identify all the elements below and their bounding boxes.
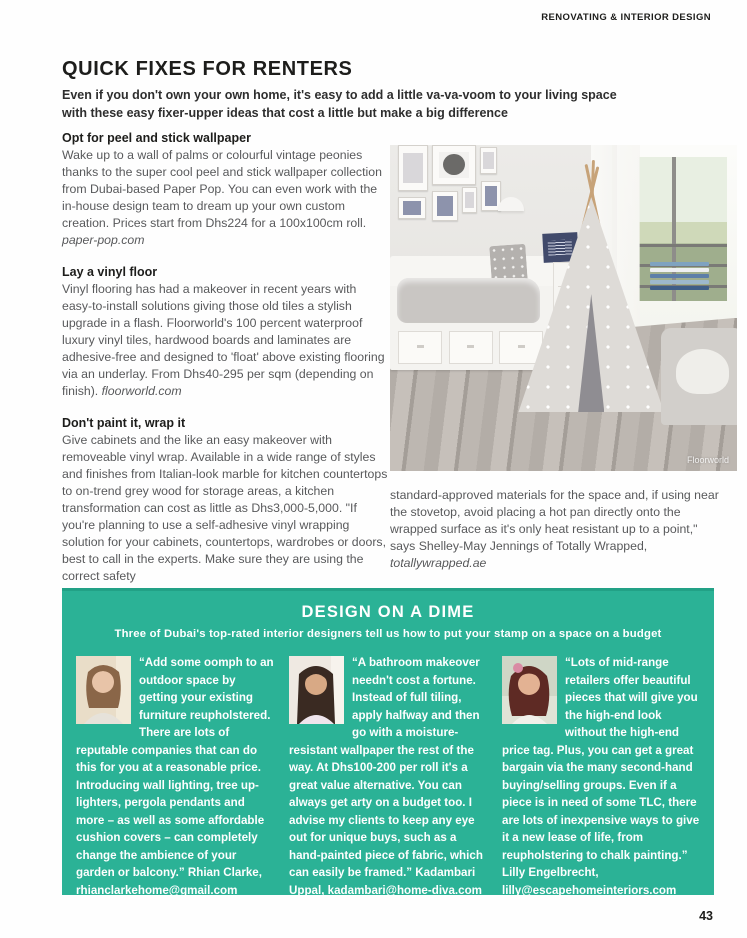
picture-frame bbox=[480, 147, 497, 174]
section-wrap-it bbox=[62, 416, 388, 585]
section-body: Give cabinets and the like an easy makeover with removeable vinyl wrap. Available in a wide range of styles and finishes from Italian-look marble for kitchen countertops to on-trend grey wood for storage areas, a kitchen transformation can cost as little as Dhs3,000-5,000. "If you're planning to use a self-adhesive vinyl wrapping solution for your cabinets, countertops, wardrobes or doors, best to call in the experts. Make sure they are using the correct safety bbox=[62, 433, 388, 583]
section-vinyl-floor bbox=[62, 265, 388, 400]
photo-credit: Floorworld bbox=[686, 455, 729, 465]
bedroom-photo bbox=[390, 145, 737, 471]
designer-2-avatar bbox=[289, 656, 344, 724]
right-text-column bbox=[390, 487, 725, 572]
designer-quote: “A bathroom makeover needn't cost a fortune. Instead of full tiling, apply halfway and then go with a moisture-resistant wallpaper the rest of the way. At Dhs100-200 per roll it's a great value alternative. You can always get arty on a budget too. I advise my clients to keep any eye out for unique buys, such as a hand-painted piece of fabric, which can easily be framed.” Kadambari Uppal, kadambari@home-diva.com bbox=[289, 656, 483, 897]
website-link: paper-pop.com bbox=[62, 233, 145, 247]
armchair bbox=[661, 328, 737, 426]
article-intro: Even if you don't own your own home, it's easy to add a little va-va-voom to your living space with these easy fixer-upper ideas that cost a little but make a big difference bbox=[62, 88, 617, 120]
bed-drawer bbox=[449, 331, 493, 364]
designer-column-1 bbox=[76, 654, 274, 899]
moon-print-frame bbox=[432, 145, 476, 185]
picture-frame bbox=[398, 145, 428, 191]
designer-column-3 bbox=[502, 654, 700, 899]
section-heading: Opt for peel and stick wallpaper bbox=[62, 131, 251, 145]
continuation-body: standard-approved materials for the space and, if using near the stovetop, avoid placing a hot pan directly onto the wrapped surface as it's only heat resistant up to a point," says Shelley-May Jennings of Totally Wrapped, totallywrapped.ae bbox=[390, 488, 719, 570]
designer-columns bbox=[62, 640, 714, 899]
section-body: Wake up to a wall of palms or colourful vintage peonies thanks to the super cool peel and stick wallpaper collection from Dubai-based Paper Pop. You can even work with the in-house design team to dream up your own custom creation. Prices start from Dhs224 for a 100x100cm roll. paper-pop.com bbox=[62, 148, 382, 247]
book-stack bbox=[650, 262, 709, 304]
section-body: Vinyl flooring has had a makeover in recent years with easy-to-install solutions giving those old tiles a stylish upgrade in a flash. Floorworld's 100 percent waterproof luxury vinyl tiles, hardwood boards and laminates are adhesive-free and designed to 'float' above existing flooring via an underlay. From Dhs40-295 per sqm (depending on finish). floorworld.com bbox=[62, 282, 385, 398]
bed-drawer bbox=[398, 331, 442, 364]
left-text-column bbox=[62, 131, 388, 601]
design-on-a-dime-box bbox=[62, 588, 714, 895]
designer-quote: “Lots of mid-range retailers offer beautiful pieces that will give you the high-end look without the high-end price tag. Plus, you can get a great bargain via the many second-hand buying/selling groups. Even if a piece is in need of some TLC, there are lots of inexpensive ways to give it a new lease of life, from reupholstering to chalk painting.” Lilly Engelbrecht, lilly@escapehomeinteriors.com bbox=[502, 656, 700, 897]
designer-1-avatar bbox=[76, 656, 131, 724]
picture-frame bbox=[462, 187, 477, 213]
section-heading: Lay a vinyl floor bbox=[62, 265, 158, 279]
wall-lamp bbox=[498, 197, 524, 211]
woman-portrait-icon bbox=[502, 656, 557, 724]
dime-title: DESIGN ON A DIME bbox=[301, 603, 475, 621]
section-heading: Don't paint it, wrap it bbox=[62, 416, 186, 430]
website-link: totallywrapped.ae bbox=[390, 556, 487, 570]
grey-duvet bbox=[397, 278, 541, 323]
designer-column-2 bbox=[289, 654, 487, 899]
dime-subtitle: Three of Dubai's top-rated interior designers tell us how to put your stamp on a space on a budget bbox=[114, 628, 662, 640]
section-wallpaper bbox=[62, 131, 388, 249]
designer-quote: “Add some oomph to an outdoor space by getting your existing furniture reupholstered. There are lots of reputable companies that can do this for you at a reasonable price. Introducing wall lighting, tree up-lighters, pergola pendants and more – as well as some affordable cushion covers – can completely change the ambience of your garden or balcony.” Rhian Clarke, rhianclarkehome@gmail.com bbox=[76, 656, 274, 897]
website-link: floorworld.com bbox=[101, 384, 182, 398]
section-kicker: RENOVATING & INTERIOR DESIGN bbox=[541, 12, 711, 23]
page-number: 43 bbox=[699, 909, 713, 923]
article-title: QUICK FIXES FOR RENTERS bbox=[62, 58, 353, 80]
woman-portrait-icon bbox=[289, 656, 344, 724]
picture-frame bbox=[398, 197, 426, 219]
daybed bbox=[390, 272, 553, 370]
picture-frame bbox=[432, 191, 458, 221]
teepee-door bbox=[578, 294, 604, 412]
designer-3-avatar bbox=[502, 656, 557, 724]
woman-portrait-icon bbox=[76, 656, 131, 724]
